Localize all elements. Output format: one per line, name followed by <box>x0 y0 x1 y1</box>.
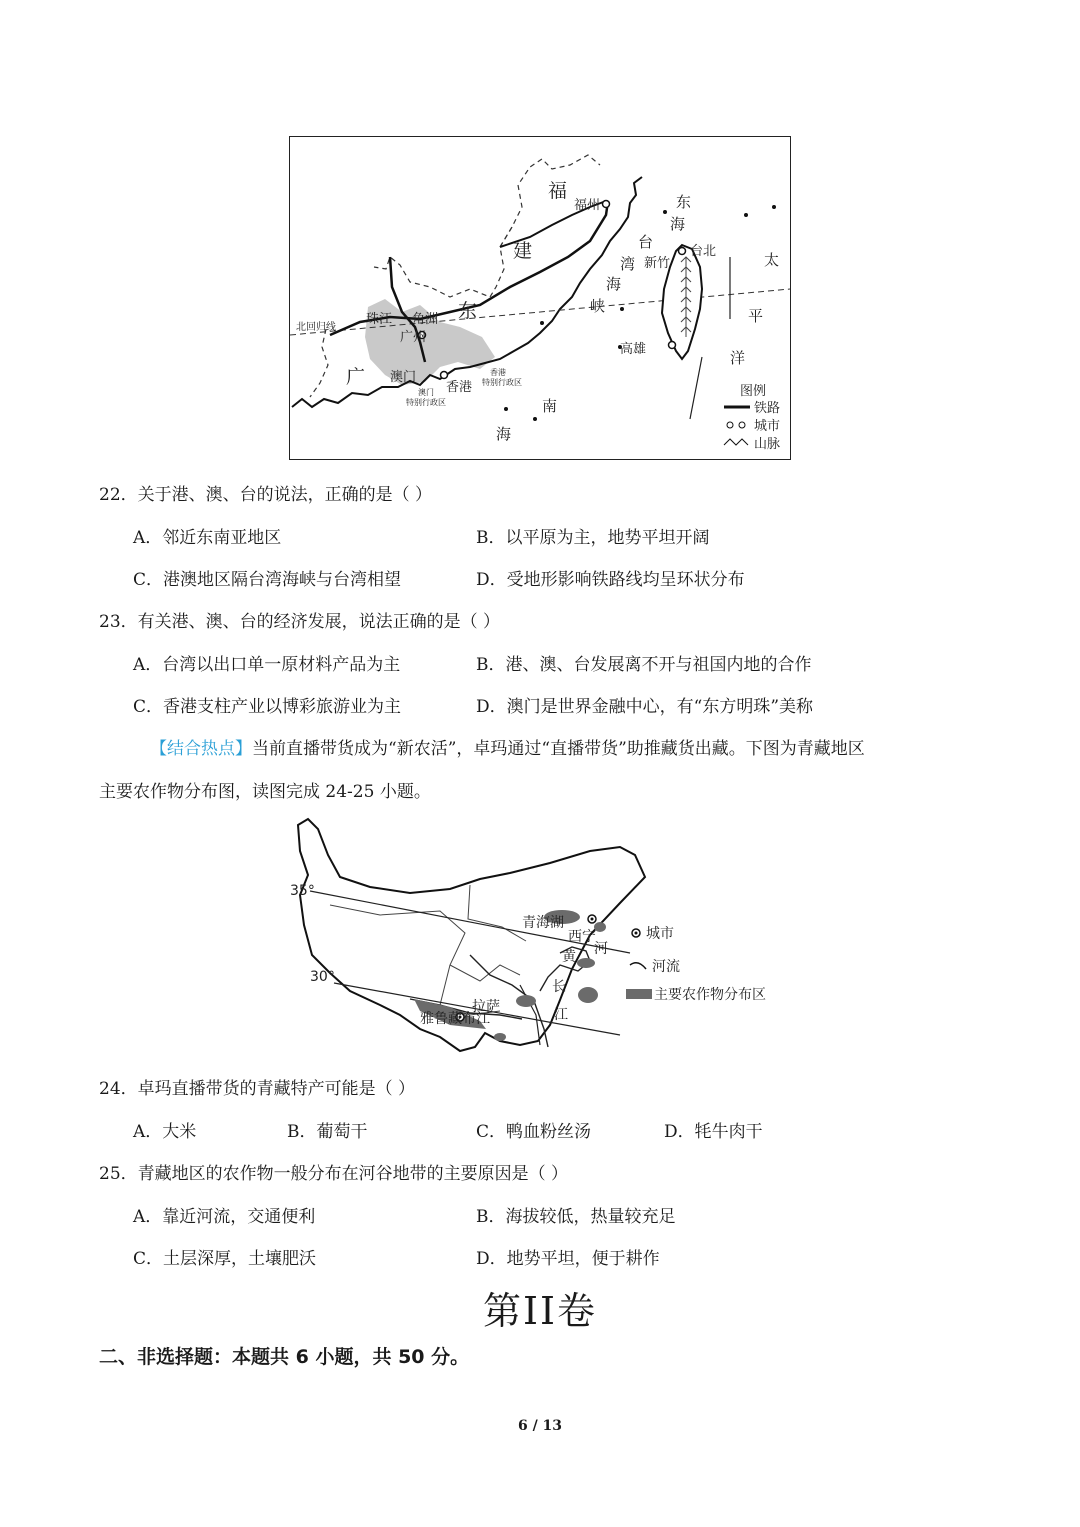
label-mo-sar-1: 澳门 <box>418 388 434 397</box>
label-hongkong: 香港 <box>446 380 473 395</box>
label-lat30: 30° <box>310 969 335 985</box>
label-mo-sar-2: 特别行政区 <box>406 398 446 407</box>
label-fuzhou: 福州 <box>574 198 601 213</box>
label-xinzhu: 新竹 <box>644 256 671 271</box>
label-pearl: 珠江 <box>366 312 393 327</box>
q24-option-c[interactable]: C．鸭血粉丝汤 <box>476 1122 592 1142</box>
label-taibei: 台北 <box>690 244 717 259</box>
label-hk-sar-1: 香港 <box>490 368 506 377</box>
label-strait-4: 峡 <box>590 297 606 315</box>
legend-crop: 主要农作物分布区 <box>654 987 766 1003</box>
label-strait-3: 海 <box>606 275 622 293</box>
label-guangdong-west: 广 <box>346 366 366 388</box>
legend-mountain-symbol <box>724 439 748 445</box>
label-east-sea-1: 东 <box>676 193 692 211</box>
q25-option-a[interactable]: A．靠近河流，交通便利 <box>133 1207 316 1227</box>
province-boundary-west <box>310 329 328 397</box>
label-lasa: 拉萨 <box>472 999 500 1015</box>
label-south-sea-2: 海 <box>496 425 512 443</box>
q24-option-d[interactable]: D．牦牛肉干 <box>664 1122 763 1142</box>
legend-city-symbol <box>727 422 733 428</box>
label-strait-2: 湾 <box>620 255 636 273</box>
hotspot-line-2: 主要农作物分布图，读图完成 24-25 小题。 <box>99 782 431 802</box>
label-delta: 角洲 <box>412 312 439 327</box>
legend-river: 河流 <box>652 959 680 975</box>
q24-option-a[interactable]: A．大米 <box>133 1122 197 1142</box>
q22-stem: 22．关于港、澳、台的说法，正确的是（ ） <box>99 485 433 505</box>
label-qinghai-lake: 青海湖 <box>522 915 564 931</box>
map2-svg <box>290 815 800 1060</box>
label-guangzhou: 广州 <box>400 330 427 345</box>
q23-option-d[interactable]: D．澳门是世界金融中心，有“东方明珠”美称 <box>476 697 814 717</box>
legend-city: 城市 <box>754 419 781 434</box>
label-jiang: 江 <box>554 1007 568 1023</box>
q25-option-b[interactable]: B．海拔较低，热量较充足 <box>476 1207 676 1227</box>
map-qinghai-tibet-crops <box>290 815 800 1060</box>
legend-title: 图例 <box>740 384 767 399</box>
province-boundary-guangdong <box>374 227 512 297</box>
map1-svg <box>290 137 790 459</box>
q25-option-d[interactable]: D．地势平坦，便于耕作 <box>476 1249 660 1269</box>
label-huang: 黄 <box>562 949 576 965</box>
q22-option-b[interactable]: B．以平原为主，地势平坦开阔 <box>476 528 710 548</box>
page-number: 6 / 13 <box>517 1418 563 1434</box>
label-hk-sar-2: 特别行政区 <box>482 378 522 387</box>
label-xining: 西宁 <box>568 929 596 945</box>
label-lat35: 35° <box>290 883 315 899</box>
label-pacific-1: 太 <box>764 251 780 269</box>
label-macau: 澳门 <box>390 370 417 385</box>
label-he: 河 <box>594 941 608 957</box>
label-gaoxiong: 高雄 <box>620 342 647 357</box>
tropic-of-cancer-line <box>290 289 790 335</box>
q25-stem: 25．青藏地区的农作物一般分布在河谷地带的主要原因是（ ） <box>99 1164 569 1184</box>
map-hk-macau-taiwan <box>289 136 791 460</box>
label-pacific-3: 洋 <box>730 349 746 367</box>
volume-title: 第II卷 <box>482 1289 598 1333</box>
legend-crop-symbol <box>626 989 652 999</box>
label-strait-1: 台 <box>638 233 654 251</box>
label-fujian-2: 建 <box>513 240 533 262</box>
label-east-sea-2: 海 <box>670 215 686 233</box>
q23-option-b[interactable]: B．港、澳、台发展离不开与祖国内地的合作 <box>476 655 812 675</box>
label-fujian-1: 福 <box>548 180 568 202</box>
hotspot-text-1: 当前直播带货成为“新农活”，卓玛通过“直播带货”助推藏货出藏。下图为青藏地区 <box>252 739 865 759</box>
hotspot-tag: 【结合热点】 <box>150 739 252 759</box>
q23-stem: 23．有关港、澳、台的经济发展，说法正确的是（ ） <box>99 612 501 632</box>
label-south-sea-1: 南 <box>542 397 558 415</box>
q24-stem: 24．卓玛直播带货的青藏特产可能是（ ） <box>99 1079 416 1099</box>
hotspot-line-1 <box>150 734 865 759</box>
section-title: 二、非选择题：本题共 6 小题，共 50 分。 <box>99 1346 470 1368</box>
legend-river-symbol <box>630 963 646 969</box>
legend-rail: 铁路 <box>754 401 781 416</box>
label-pacific-2: 平 <box>748 307 764 325</box>
q23-option-a[interactable]: A．台湾以出口单一原材料产品为主 <box>133 655 401 675</box>
q22-option-d[interactable]: D．受地形影响铁路线均呈环状分布 <box>476 570 745 590</box>
q25-option-c[interactable]: C．土层深厚，土壤肥沃 <box>133 1249 317 1269</box>
q23-option-c[interactable]: C．香港支柱产业以博彩旅游业为主 <box>133 697 402 717</box>
label-guangdong-east: 东 <box>458 300 478 322</box>
label-yarlung: 雅鲁藏布江 <box>420 1011 490 1027</box>
q22-option-a[interactable]: A．邻近东南亚地区 <box>133 528 282 548</box>
label-tropic: 北回归线 <box>296 322 336 333</box>
legend-mountain: 山脉 <box>754 437 781 452</box>
label-chang: 长 <box>552 979 566 995</box>
legend-city-2: 城市 <box>646 926 674 942</box>
q22-option-c[interactable]: C．港澳地区隔台湾海峡与台湾相望 <box>133 570 402 590</box>
q24-option-b[interactable]: B．葡萄干 <box>287 1122 368 1142</box>
